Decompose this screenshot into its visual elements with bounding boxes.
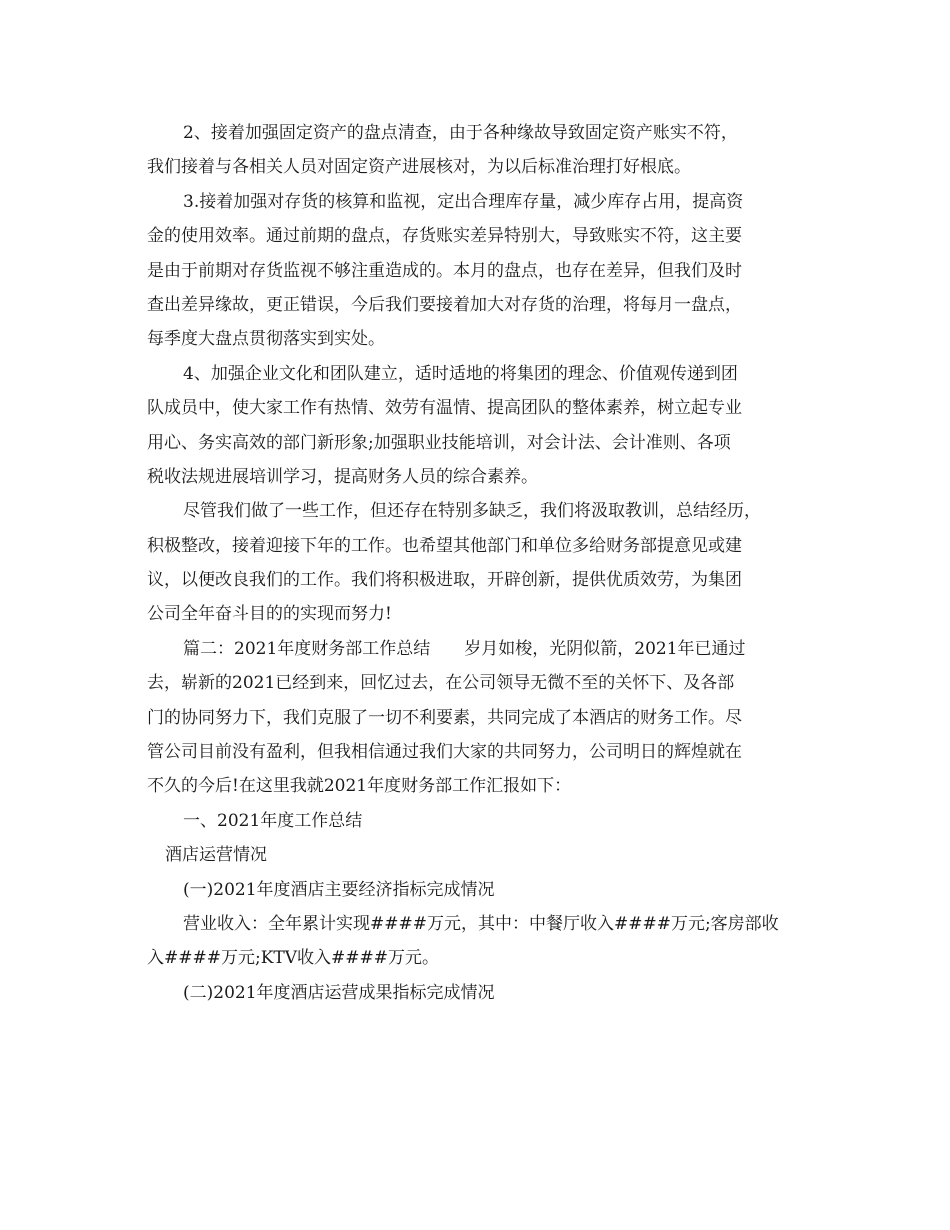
document-line: 用心、务实高效的部门新形象;加强职业技能培训，对会计法、会计准则、各项 xyxy=(147,432,731,453)
document-line: 4、加强企业文化和团队建立，适时适地的将集团的理念、价值观传递到团 xyxy=(183,363,738,384)
document-line: 管公司目前没有盈利，但我相信通过我们大家的共同努力，公司明日的辉煌就在 xyxy=(147,742,742,763)
document-line: 公司全年奋斗目的的实现而努力! xyxy=(147,604,392,625)
document-line: 营业收入：全年累计实现####万元，其中：中餐厅收入####万元;客房部收 xyxy=(183,913,779,934)
document-line: 队成员中，使大家工作有热情、效劳有温情、提高团队的整体素养，树立起专业 xyxy=(147,398,742,419)
document-line: 我们接着与各相关人员对固定资产进展核对，为以后标准治理打好根底。 xyxy=(147,157,691,178)
document-line: (一)2021年度酒店主要经济指标完成情况 xyxy=(183,879,495,900)
document-line: 不久的今后!在这里我就2021年度财务部工作汇报如下： xyxy=(147,776,572,797)
document-line: 篇二：2021年度财务部工作总结 岁月如梭，光阴似箭，2021年已通过 xyxy=(183,638,746,659)
document-line: 3.接着加强对存货的核算和监视，定出合理库存量，减少库存占用，提高资 xyxy=(183,191,744,212)
document-line: 门的协同努力下，我们克服了一切不利要素，共同完成了本酒店的财务工作。尽 xyxy=(147,707,742,728)
document-line: 入####万元;KTV收入####万元。 xyxy=(147,948,439,969)
document-line: 积极整改，接着迎接下年的工作。也希望其他部门和单位多给财务部提意见或建 xyxy=(147,535,742,556)
document-line: 议，以便改良我们的工作。我们将积极进取，开辟创新，提供优质效劳，为集团 xyxy=(147,570,742,591)
document-body xyxy=(147,116,807,1010)
document-line: (二)2021年度酒店运营成果指标完成情况 xyxy=(183,982,495,1003)
document-line: 去，崭新的2021已经到来，回忆过去，在公司领导无微不至的关怀下、及各部 xyxy=(147,673,735,694)
document-line: 酒店运营情况 xyxy=(165,845,267,866)
document-line: 税收法规进展培训学习，提高财务人员的综合素养。 xyxy=(147,466,538,487)
document-line: 一、2021年度工作总结 xyxy=(183,810,363,831)
document-line: 尽管我们做了一些工作，但还存在特别多缺乏，我们将汲取教训，总结经历， xyxy=(183,501,761,522)
document-line: 每季度大盘点贯彻落实到实处。 xyxy=(147,329,385,350)
document-line: 2、接着加强固定资产的盘点清查，由于各种缘故导致固定资产账实不符， xyxy=(183,123,738,143)
document-line: 是由于前期对存货监视不够注重造成的。本月的盘点，也存在差异，但我们及时 xyxy=(147,260,742,281)
document-line: 查出差异缘故，更正错误，今后我们要接着加大对存货的治理，将每月一盘点， xyxy=(147,294,742,315)
document-line: 金的使用效率。通过前期的盘点，存货账实差异特别大，导致账实不符，这主要 xyxy=(147,226,742,247)
